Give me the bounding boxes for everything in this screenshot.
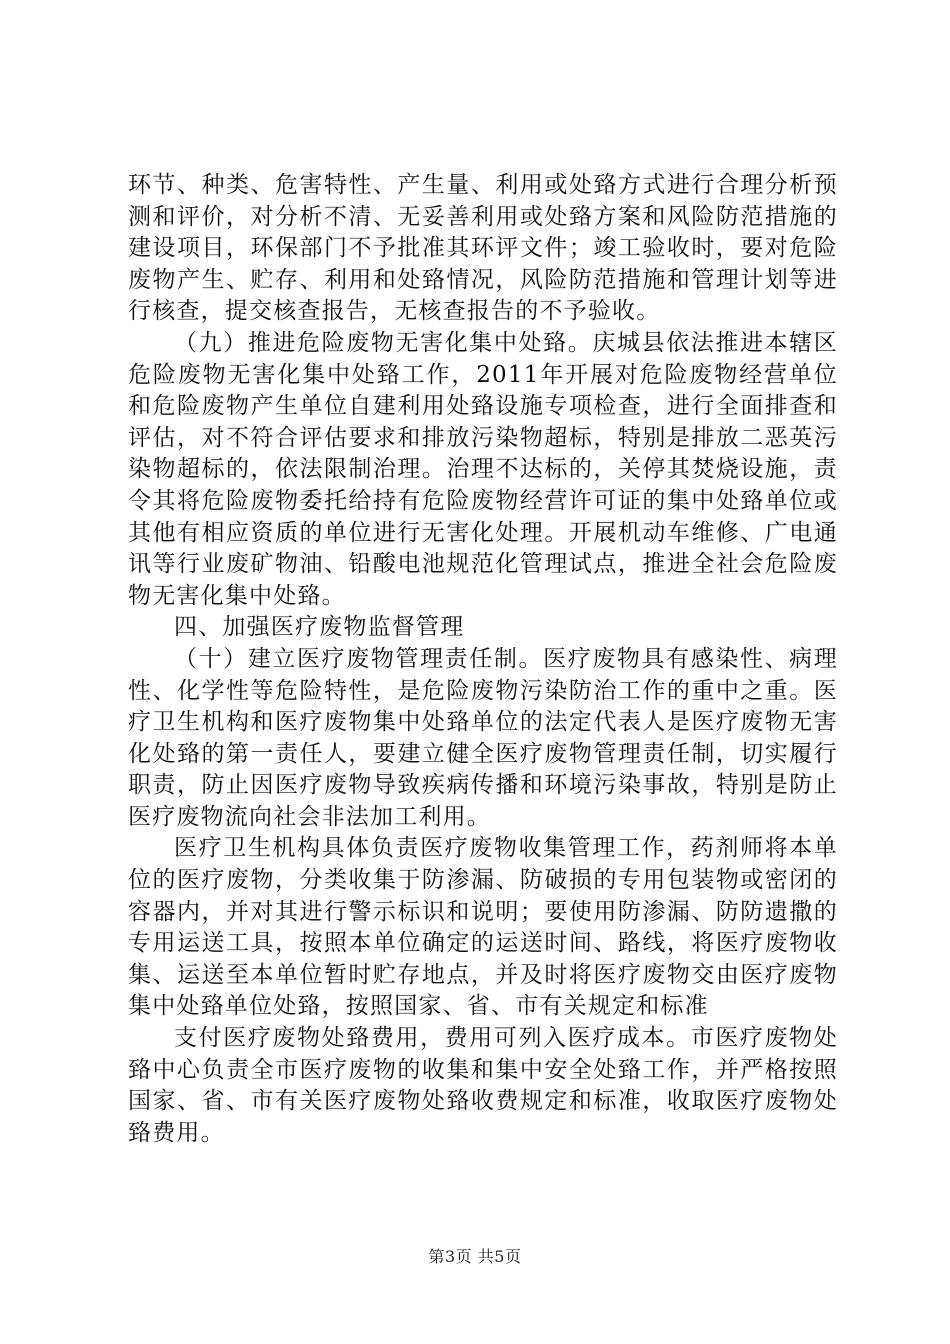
- section-heading-four: 四、加强医疗废物监督管理: [174, 614, 465, 641]
- paragraph-continuation: 环节、种类、危害特性、产生量、利用或处臵方式进行合理分析预测和评价，对分析不清、无妥善利用或处臵方案和风险防范措施的建设项目，环保部门不予批准其环评文件；竣工验收时，要对危险废物产生、贮存、利用和处臵情况，风险防范措施和管理计划等进行核查，提交核查报告，无核查报告的不予验收。: [128, 172, 838, 325]
- paragraph-section-ten: （十）建立医疗废物管理责任制。医疗废物具有感染性、病理性、化学性等危险特性，是危险废物污染防治工作的重中之重。医疗卫生机构和医疗废物集中处臵单位的法定代表人是医疗废物无害化处臵的第一责任人，要建立健全医疗废物管理责任制，切实履行职责，防止因医疗废物导致疾病传播和环境污染事故，特别是防止医疗废物流向社会非法加工利用。: [128, 645, 838, 830]
- document-body: [128, 170, 838, 1149]
- paragraph-medical-institutions: 医疗卫生机构具体负责医疗废物收集管理工作，药剂师将本单位的医疗废物，分类收集于防渗漏、防破损的专用包装物或密闭的容器内，并对其进行警示标识和说明；要使用防渗漏、防防遗撒的专用运送工具，按照本单位确定的运送时间、路线，将医疗废物收集、运送至本单位暂时贮存地点，并及时将医疗废物交由医疗废物集中处臵单位处臵，按照国家、省、市有关规定和标准: [128, 835, 838, 1020]
- page-footer: 第3页 共5页: [428, 1247, 522, 1266]
- paragraph-payment: 支付医疗废物处臵费用，费用可列入医疗成本。市医疗废物处臵中心负责全市医疗废物的收集和集中安全处臵工作，并严格按照国家、省、市有关医疗废物处臵收费规定和标准，收取医疗废物处臵费用。: [128, 1025, 838, 1146]
- paragraph-section-nine: （九）推进危险废物无害化集中处臵。庆城县依法推进本辖区危险废物无害化集中处臵工作，2011年开展对危险废物经营单位和危险废物产生单位自建利用处臵设施专项检查，进行全面排查和评估，对不符合评估要求和排放污染物超标，特别是排放二恶英污染物超标的，依法限制治理。治理不达标的，关停其焚烧设施，责令其将危险废物委托给持有危险废物经营许可证的集中处臵单位或其他有相应资质的单位进行无害化处理。开展机动车维修、广电通讯等行业废矿物油、铅酸电池规范化管理试点，推进全社会危险废物无害化集中处臵。: [128, 329, 838, 609]
